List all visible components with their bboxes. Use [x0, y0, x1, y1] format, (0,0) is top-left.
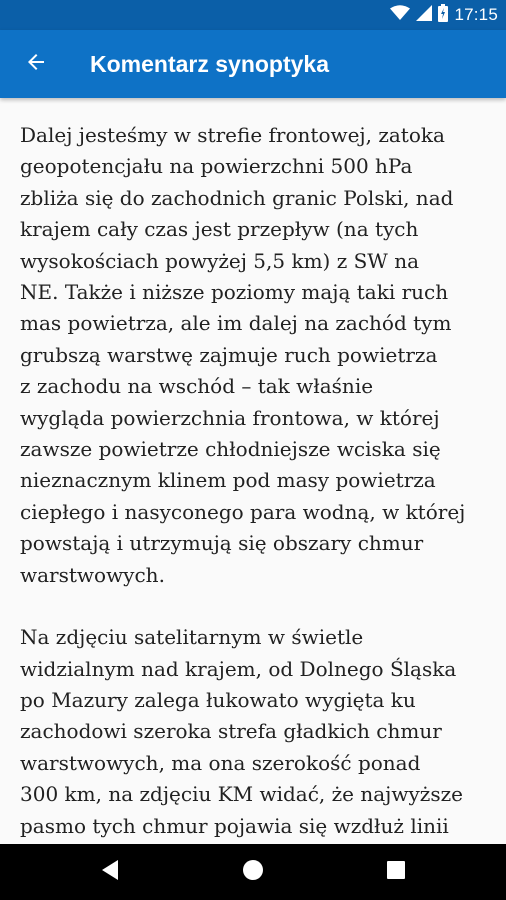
signal-icon [416, 5, 432, 25]
status-time: 17:15 [454, 5, 498, 24]
home-circle-icon [242, 859, 264, 885]
article-paragraph: Na zdjęciu satelitarnym w świetle widzialnym nad krajem, od Dolnego Śląska po Mazury zalega łukowato wygięta ku zachodowi szeroka strefa gładkich chmur warstwowych, ma ona szerokość ponad 300 km, na zdjęciu KM widać, że najwyższe pasmo tych chmur pojawia się wzdłuż linii [20, 625, 463, 838]
article-paragraph: Dalej jesteśmy w strefie frontowej, zatoka geopotencjału na powierzchni 500 hPa zbliża się do zachodnich granic Polski, nad krajem cały czas jest przepływ (na tych wysokościach powyżej 5,5 km) z SW na NE. Także i niższe poziomy mają taki ruch mas powietrza, ale im dalej na zachód tym grubszą warstwę zajmuje ruch powietrza z zachodu na wschód – tak właśnie wygląda powierzchnia frontowa, w której zawsze powietrze chłodniejsze wciska się nieznacznym klinem pod masy powietrza ciepłego i nasyconego para wodną, w której powstają i utrzymują się obszary chmur warstwowych. [20, 123, 466, 587]
page-title: Komentarz synoptyka [90, 51, 330, 77]
article-scroll-area[interactable] [0, 98, 506, 844]
nav-recents-button[interactable] [356, 844, 436, 900]
nav-back-button[interactable] [70, 844, 150, 900]
arrow-back-icon [24, 50, 48, 78]
article-body [0, 98, 506, 842]
battery-icon [438, 4, 448, 26]
navigation-bar [0, 844, 506, 900]
status-bar [0, 0, 506, 30]
wifi-icon [390, 5, 410, 25]
back-triangle-icon [100, 859, 120, 885]
status-icons [390, 0, 498, 30]
app-bar [0, 30, 506, 98]
recents-square-icon [387, 861, 405, 883]
back-button[interactable] [12, 40, 60, 88]
nav-home-button[interactable] [213, 844, 293, 900]
